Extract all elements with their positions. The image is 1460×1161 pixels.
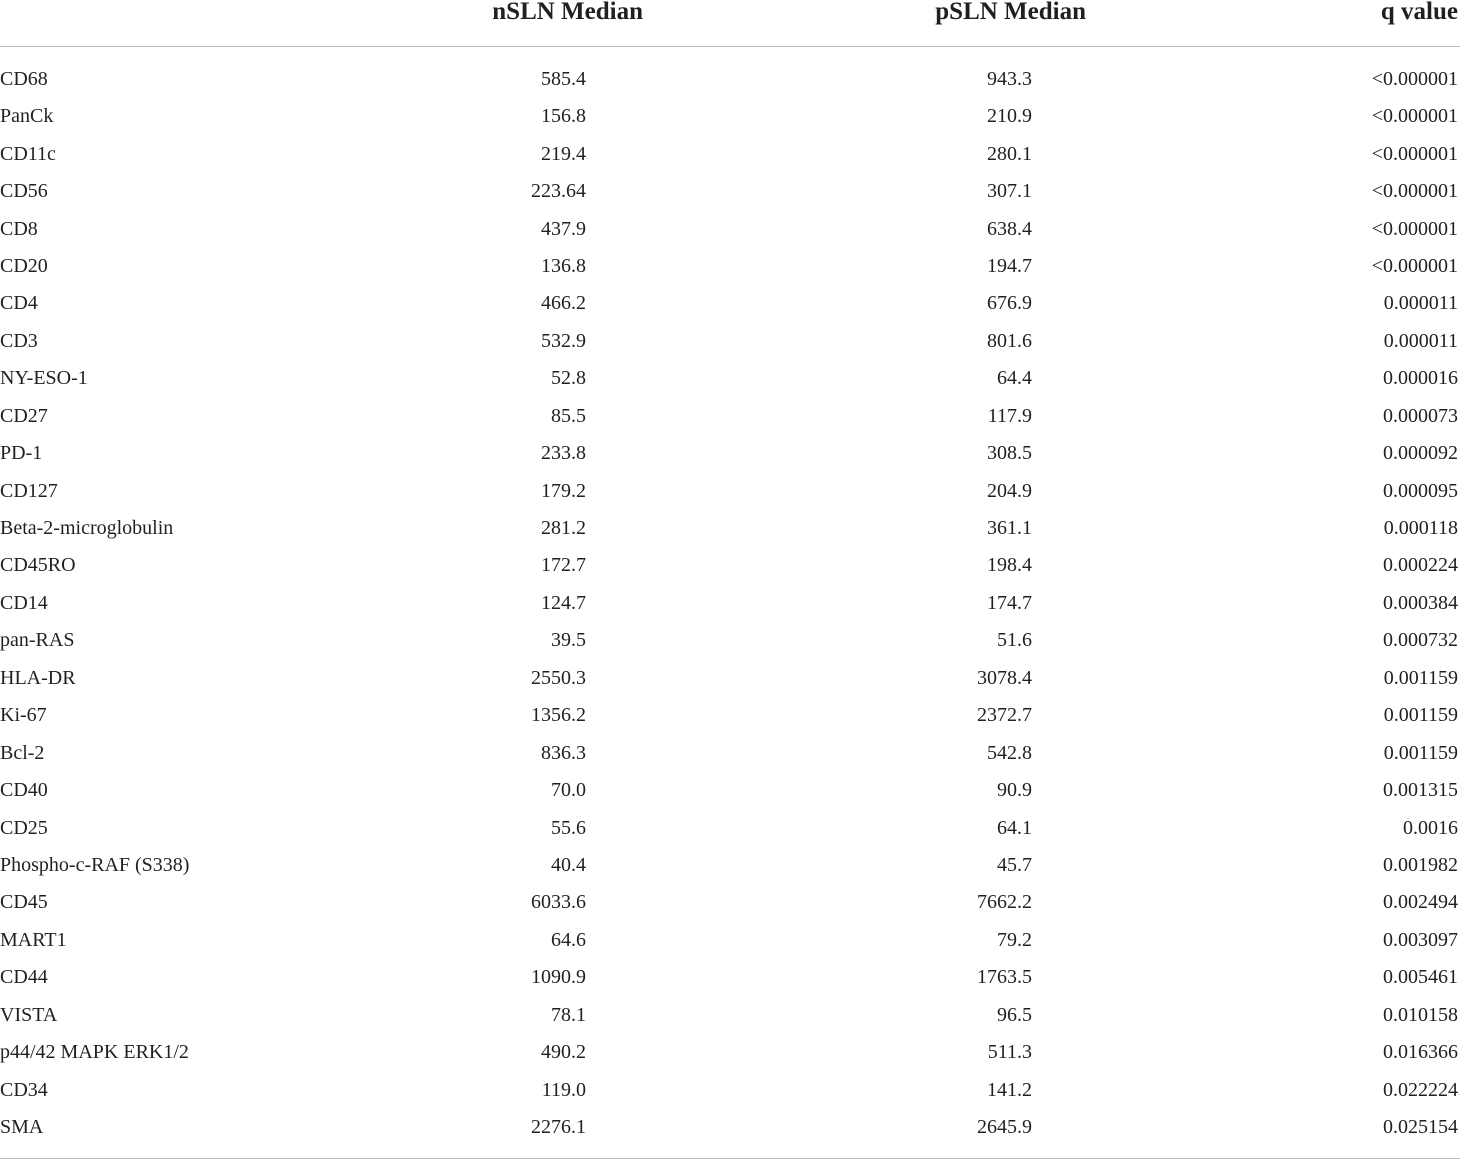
table-row — [0, 210, 1460, 247]
cell-marker: CD11c — [0, 142, 56, 165]
cell-psln-median: 96.5 — [997, 1003, 1032, 1026]
cell-q-value: 0.022224 — [1383, 1078, 1458, 1101]
cell-marker: Bcl-2 — [0, 741, 45, 764]
cell-q-value: <0.000001 — [1371, 180, 1458, 203]
cell-q-value: 0.025154 — [1383, 1116, 1458, 1139]
cell-marker: CD3 — [0, 329, 38, 352]
cell-psln-median: 174.7 — [987, 591, 1032, 614]
table-row — [0, 809, 1460, 846]
cell-psln-median: 210.9 — [987, 105, 1032, 128]
cell-psln-median: 204.9 — [987, 479, 1032, 502]
cell-marker: CD44 — [0, 966, 48, 989]
table-row — [0, 585, 1460, 622]
cell-q-value: 0.000118 — [1383, 517, 1458, 540]
table-row — [0, 323, 1460, 360]
cell-nsln-median: 466.2 — [541, 292, 586, 315]
table-row — [0, 173, 1460, 210]
cell-psln-median: 198.4 — [987, 554, 1032, 577]
cell-psln-median: 79.2 — [997, 928, 1032, 951]
cell-psln-median: 90.9 — [997, 779, 1032, 802]
table-row — [0, 510, 1460, 547]
table-row — [0, 1071, 1460, 1108]
cell-psln-median: 638.4 — [987, 217, 1032, 240]
cell-nsln-median: 223.64 — [531, 180, 586, 203]
cell-nsln-median: 124.7 — [541, 591, 586, 614]
table-row — [0, 1034, 1460, 1071]
cell-marker: NY-ESO-1 — [0, 367, 88, 390]
table-row — [0, 660, 1460, 697]
cell-nsln-median: 2276.1 — [531, 1116, 586, 1139]
cell-nsln-median: 64.6 — [551, 928, 586, 951]
cell-nsln-median: 119.0 — [541, 1078, 586, 1101]
table-row — [0, 772, 1460, 809]
cell-marker: CD34 — [0, 1078, 48, 1101]
cell-psln-median: 307.1 — [987, 180, 1032, 203]
cell-q-value: <0.000001 — [1371, 105, 1458, 128]
cell-nsln-median: 2550.3 — [531, 666, 586, 689]
header-marker — [0, 0, 350, 47]
cell-q-value: 0.000095 — [1383, 479, 1458, 502]
cell-q-value: 0.000011 — [1383, 329, 1458, 352]
cell-psln-median: 51.6 — [997, 629, 1032, 652]
cell-nsln-median: 85.5 — [551, 404, 586, 427]
cell-nsln-median: 233.8 — [541, 442, 586, 465]
cell-q-value: 0.000732 — [1383, 629, 1458, 652]
cell-nsln-median: 156.8 — [541, 105, 586, 128]
header-q-value: q value — [1240, 0, 1460, 47]
cell-marker: CD40 — [0, 779, 48, 802]
cell-q-value: 0.000092 — [1383, 442, 1458, 465]
table-row — [0, 360, 1460, 397]
cell-marker: PanCk — [0, 105, 54, 128]
cell-marker: CD25 — [0, 816, 48, 839]
cell-marker: CD20 — [0, 254, 48, 277]
table-row — [0, 884, 1460, 921]
cell-nsln-median: 70.0 — [551, 779, 586, 802]
cell-nsln-median: 585.4 — [541, 68, 586, 90]
table-row — [0, 922, 1460, 959]
cell-psln-median: 64.4 — [997, 367, 1032, 390]
cell-nsln-median: 490.2 — [541, 1041, 586, 1064]
table-row — [0, 135, 1460, 172]
cell-psln-median: 308.5 — [987, 442, 1032, 465]
table-row — [0, 47, 1460, 99]
cell-nsln-median: 281.2 — [541, 517, 586, 540]
table-bottom-rule — [0, 1158, 1460, 1159]
cell-nsln-median: 437.9 — [541, 217, 586, 240]
table-row — [0, 285, 1460, 322]
cell-marker: CD4 — [0, 292, 38, 315]
cell-q-value: <0.000001 — [1371, 217, 1458, 240]
cell-q-value: 0.005461 — [1383, 966, 1458, 989]
cell-marker: CD45RO — [0, 554, 76, 577]
cell-q-value: 0.001982 — [1383, 853, 1458, 876]
cell-marker: CD45 — [0, 891, 48, 914]
cell-psln-median: 280.1 — [987, 142, 1032, 165]
cell-marker: CD27 — [0, 404, 48, 427]
cell-marker: Ki-67 — [0, 704, 47, 727]
cell-nsln-median: 172.7 — [541, 554, 586, 577]
cell-psln-median: 801.6 — [987, 329, 1032, 352]
cell-q-value: 0.000224 — [1383, 554, 1458, 577]
cell-psln-median: 45.7 — [997, 853, 1032, 876]
header-psln-median: pSLN Median — [775, 0, 1240, 47]
table-row — [0, 1109, 1460, 1146]
cell-q-value: 0.000073 — [1383, 404, 1458, 427]
table-row — [0, 997, 1460, 1034]
cell-q-value: 0.000016 — [1383, 367, 1458, 390]
table-row — [0, 248, 1460, 285]
cell-nsln-median: 136.8 — [541, 254, 586, 277]
cell-nsln-median: 55.6 — [551, 816, 586, 839]
cell-nsln-median: 532.9 — [541, 329, 586, 352]
cell-psln-median: 542.8 — [987, 741, 1032, 764]
cell-psln-median: 943.3 — [987, 68, 1032, 90]
cell-marker: CD127 — [0, 479, 58, 502]
cell-marker: VISTA — [0, 1003, 58, 1026]
table-row — [0, 734, 1460, 771]
cell-nsln-median: 219.4 — [541, 142, 586, 165]
cell-marker: CD68 — [0, 68, 48, 90]
cell-psln-median: 511.3 — [987, 1041, 1032, 1064]
table-row — [0, 547, 1460, 584]
cell-q-value: 0.000011 — [1383, 292, 1458, 315]
cell-psln-median: 7662.2 — [977, 891, 1032, 914]
cell-marker: HLA-DR — [0, 666, 76, 689]
cell-marker: CD8 — [0, 217, 38, 240]
cell-marker: Phospho-c-RAF (S338) — [0, 853, 190, 876]
cell-nsln-median: 40.4 — [551, 853, 586, 876]
cell-marker: Beta-2-microglobulin — [0, 517, 174, 540]
table-row — [0, 697, 1460, 734]
cell-q-value: 0.016366 — [1383, 1041, 1458, 1064]
cell-nsln-median: 39.5 — [551, 629, 586, 652]
cell-marker: PD-1 — [0, 442, 43, 465]
cell-nsln-median: 6033.6 — [531, 891, 586, 914]
cell-nsln-median: 78.1 — [551, 1003, 586, 1026]
cell-psln-median: 2372.7 — [977, 704, 1032, 727]
cell-nsln-median: 52.8 — [551, 367, 586, 390]
cell-q-value: 0.001315 — [1383, 779, 1458, 802]
cell-psln-median: 64.1 — [997, 816, 1032, 839]
table-body — [0, 47, 1460, 1147]
table-row — [0, 435, 1460, 472]
cell-nsln-median: 836.3 — [541, 741, 586, 764]
cell-marker: p44/42 MAPK ERK1/2 — [0, 1041, 189, 1064]
cell-marker: MART1 — [0, 928, 67, 951]
cell-nsln-median: 1090.9 — [531, 966, 586, 989]
cell-q-value: 0.010158 — [1383, 1003, 1458, 1026]
table-row — [0, 622, 1460, 659]
table-row — [0, 98, 1460, 135]
cell-psln-median: 141.2 — [987, 1078, 1032, 1101]
cell-q-value: 0.001159 — [1383, 666, 1458, 689]
table-row — [0, 472, 1460, 509]
cell-nsln-median: 1356.2 — [531, 704, 586, 727]
cell-marker: CD56 — [0, 180, 48, 203]
table-row — [0, 847, 1460, 884]
cell-q-value: 0.001159 — [1383, 741, 1458, 764]
table-row — [0, 959, 1460, 996]
cell-q-value: 0.0016 — [1403, 816, 1458, 839]
cell-marker: CD14 — [0, 591, 48, 614]
table-header-row — [0, 0, 1460, 47]
cell-q-value: 0.002494 — [1383, 891, 1458, 914]
cell-psln-median: 1763.5 — [977, 966, 1032, 989]
cell-psln-median: 2645.9 — [977, 1116, 1032, 1139]
cell-q-value: 0.003097 — [1383, 928, 1458, 951]
cell-psln-median: 361.1 — [987, 517, 1032, 540]
header-nsln-median: nSLN Median — [350, 0, 775, 47]
cell-marker: pan-RAS — [0, 629, 75, 652]
cell-q-value: 0.000384 — [1383, 591, 1458, 614]
cell-q-value: <0.000001 — [1371, 68, 1458, 90]
cell-marker: SMA — [0, 1116, 44, 1139]
table-row — [0, 398, 1460, 435]
cell-nsln-median: 179.2 — [541, 479, 586, 502]
cell-psln-median: 117.9 — [987, 404, 1032, 427]
cell-q-value: 0.001159 — [1383, 704, 1458, 727]
cell-psln-median: 3078.4 — [977, 666, 1032, 689]
cell-psln-median: 676.9 — [987, 292, 1032, 315]
cell-q-value: <0.000001 — [1371, 254, 1458, 277]
cell-psln-median: 194.7 — [987, 254, 1032, 277]
cell-q-value: <0.000001 — [1371, 142, 1458, 165]
